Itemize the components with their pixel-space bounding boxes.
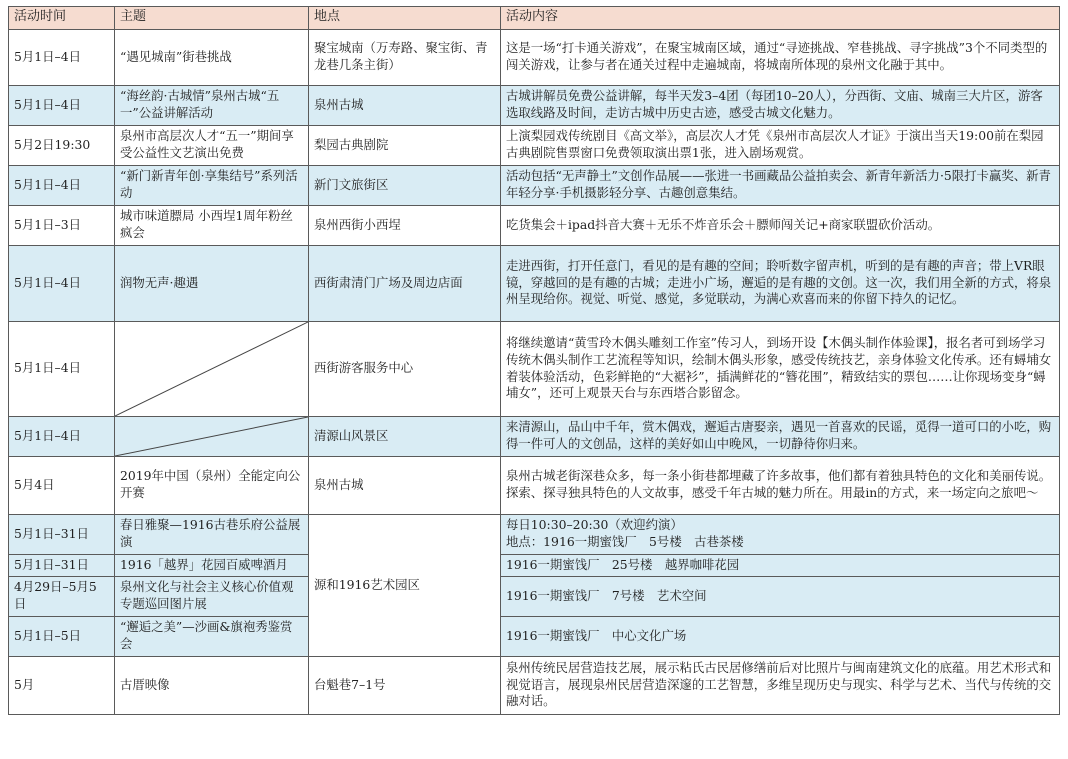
header-content: 活动内容 bbox=[501, 7, 1060, 30]
cell-theme: 古厝映像 bbox=[115, 657, 309, 715]
cell-date: 5月2日19:30 bbox=[9, 126, 115, 166]
table-row bbox=[9, 457, 1060, 515]
cell-venue: 聚宝城南（万寿路、聚宝街、青龙巷几条主街） bbox=[309, 30, 501, 86]
cell-date: 5月1日–4日 bbox=[9, 86, 115, 126]
table-row bbox=[9, 417, 1060, 457]
cell-theme: 城市味道膘局 小西埕1周年粉丝疯会 bbox=[115, 206, 309, 246]
cell-date: 5月4日 bbox=[9, 457, 115, 515]
cell-content: 来清源山，品山中千年，赏木偶戏，邂逅古唐娶亲，遇见一首喜欢的民谣，觅得一道可口的小吃，购得一件可人的文创品，这样的美好如山中晚风，一切静待你归来。 bbox=[501, 417, 1060, 457]
table-row bbox=[9, 166, 1060, 206]
cell-venue: 西街游客服务中心 bbox=[309, 322, 501, 417]
cell-content: 1916一期蜜饯厂 7号楼 艺术空间 bbox=[501, 577, 1060, 617]
cell-theme: 润物无声·趣遇 bbox=[115, 246, 309, 322]
header-theme: 主题 bbox=[115, 7, 309, 30]
cell-theme: 1916「越界」花园百威啤酒月 bbox=[115, 555, 309, 577]
cell-theme: “新门新青年创·享集结号”系列活动 bbox=[115, 166, 309, 206]
cell-date: 5月1日–31日 bbox=[9, 515, 115, 555]
table-row bbox=[9, 515, 1060, 555]
cell-content: 1916一期蜜饯厂 中心文化广场 bbox=[501, 617, 1060, 657]
table-row bbox=[9, 617, 1060, 657]
cell-date: 5月1日–4日 bbox=[9, 30, 115, 86]
cell-date: 5月1日–4日 bbox=[9, 322, 115, 417]
cell-content: 1916一期蜜饯厂 25号楼 越界咖啡花园 bbox=[501, 555, 1060, 577]
cell-theme: 泉州文化与社会主义核心价值观专题巡回图片展 bbox=[115, 577, 309, 617]
cell-venue-merged: 源和1916艺术园区 bbox=[309, 515, 501, 657]
header-date: 活动时间 bbox=[9, 7, 115, 30]
cell-date: 5月 bbox=[9, 657, 115, 715]
event-schedule-table bbox=[8, 6, 1060, 715]
cell-date: 5月1日–5日 bbox=[9, 617, 115, 657]
table-row bbox=[9, 577, 1060, 617]
cell-theme: 泉州市高层次人才“五一”期间享受公益性文艺演出免费 bbox=[115, 126, 309, 166]
cell-content: 走进西街，打开任意门，看见的是有趣的空间；聆听数字留声机，听到的是有趣的声音；带上VR眼镜，穿越回的是有趣的古城；走进小广场，邂逅的是有趣的文创。这一次，我们用全新的方式，将泉州呈现给你。视觉、听觉、感觉，多觉联动，为满心欢喜而来的你留下持久的记忆。 bbox=[501, 246, 1060, 322]
table-header-row bbox=[9, 7, 1060, 30]
cell-theme: “遇见城南”街巷挑战 bbox=[115, 30, 309, 86]
cell-venue: 西街肃清门广场及周边店面 bbox=[309, 246, 501, 322]
cell-content: 泉州传统民居营造技艺展，展示粘氏古民居修缮前后对比照片与闽南建筑文化的底蕴。用艺术形式和视觉语言，展现泉州民居营造深邃的工艺智慧，多维呈现历史与现实、科学与艺术、当代与传统的交融对话。 bbox=[501, 657, 1060, 715]
table-row bbox=[9, 555, 1060, 577]
cell-theme: 春日雅聚—1916古巷乐府公益展演 bbox=[115, 515, 309, 555]
table-row bbox=[9, 246, 1060, 322]
cell-date: 4月29日–5月5日 bbox=[9, 577, 115, 617]
cell-date: 5月1日–4日 bbox=[9, 166, 115, 206]
cell-content: 古城讲解员免费公益讲解，每半天发3–4团（每团10–20人），分西街、文庙、城南三大片区，游客选取线路及时间，走访古城中历史古迹，感受古城文化魅力。 bbox=[501, 86, 1060, 126]
cell-content: 上演梨园戏传统剧目《高文举》，高层次人才凭《泉州市高层次人才证》于演出当天19:00前在梨园古典剧院售票窗口免费领取演出票1张，进入剧场观赏。 bbox=[501, 126, 1060, 166]
cell-theme: “海丝韵·古城情”泉州古城“五一”公益讲解活动 bbox=[115, 86, 309, 126]
cell-theme-empty bbox=[115, 417, 309, 457]
cell-content: 活动包括“无声静土”文创作品展——张进一书画藏品公益拍卖会、新青年新活力·5限打卡赢奖、新青年轻分享·手机摄影轻分享、古趣创意集结。 bbox=[501, 166, 1060, 206]
cell-content: 这是一场“打卡通关游戏”，在聚宝城南区域，通过“寻迹挑战、窄巷挑战、寻字挑战”3个不同类型的闯关游戏，让参与者在通关过程中走遍城南，将城南所体现的泉州文化融于其中。 bbox=[501, 30, 1060, 86]
cell-theme-empty bbox=[115, 322, 309, 417]
cell-content: 吃货集会＋ipad抖音大赛＋无乐不炸音乐会＋膘师闯关记+商家联盟砍价活动。 bbox=[501, 206, 1060, 246]
cell-venue: 泉州西街小西埕 bbox=[309, 206, 501, 246]
cell-date: 5月1日–4日 bbox=[9, 417, 115, 457]
cell-venue: 台魁巷7–1号 bbox=[309, 657, 501, 715]
cell-content: 泉州古城老街深巷众多，每一条小街巷都埋藏了许多故事，他们都有着独具特色的文化和美丽传说。探索、探寻独具特色的人文故事，感受千年古城的魅力所在。用最in的方式，来一场定向之旅吧～ bbox=[501, 457, 1060, 515]
cell-venue: 清源山风景区 bbox=[309, 417, 501, 457]
cell-venue: 泉州古城 bbox=[309, 457, 501, 515]
table-row bbox=[9, 86, 1060, 126]
diagonal-slash bbox=[115, 322, 308, 416]
cell-content: 将继续邀请“黄雪玲木偶头雕刻工作室”传习人，到场开设【木偶头制作体验课】，报名者可到场学习传统木偶头制作工艺流程等知识，绘制木偶头形象，感受传统技艺，亲身体验文化传承。还有蟳埔女着装体验活动，色彩鲜艳的“大裾衫”，插满鲜花的“簪花围”，精致结实的票包……让你现场变身“蟳埔女”，还可上观景天台与东西塔合影留念。 bbox=[501, 322, 1060, 417]
cell-content: 每日10:30–20:30（欢迎约演） 地点：1916一期蜜饯厂 5号楼 古巷茶楼 bbox=[501, 515, 1060, 555]
cell-date: 5月1日–4日 bbox=[9, 246, 115, 322]
table-row bbox=[9, 206, 1060, 246]
header-venue: 地点 bbox=[309, 7, 501, 30]
cell-venue: 新门文旅街区 bbox=[309, 166, 501, 206]
cell-venue: 梨园古典剧院 bbox=[309, 126, 501, 166]
table-row bbox=[9, 126, 1060, 166]
table-row bbox=[9, 322, 1060, 417]
cell-venue: 泉州古城 bbox=[309, 86, 501, 126]
cell-theme: “邂逅之美”—沙画&旗袍秀鉴赏会 bbox=[115, 617, 309, 657]
event-table-container bbox=[8, 6, 1059, 715]
table-row bbox=[9, 657, 1060, 715]
table-row bbox=[9, 30, 1060, 86]
cell-theme: 2019年中国（泉州）全能定向公开赛 bbox=[115, 457, 309, 515]
cell-date: 5月1日–3日 bbox=[9, 206, 115, 246]
diagonal-slash bbox=[115, 417, 308, 456]
cell-date: 5月1日–31日 bbox=[9, 555, 115, 577]
